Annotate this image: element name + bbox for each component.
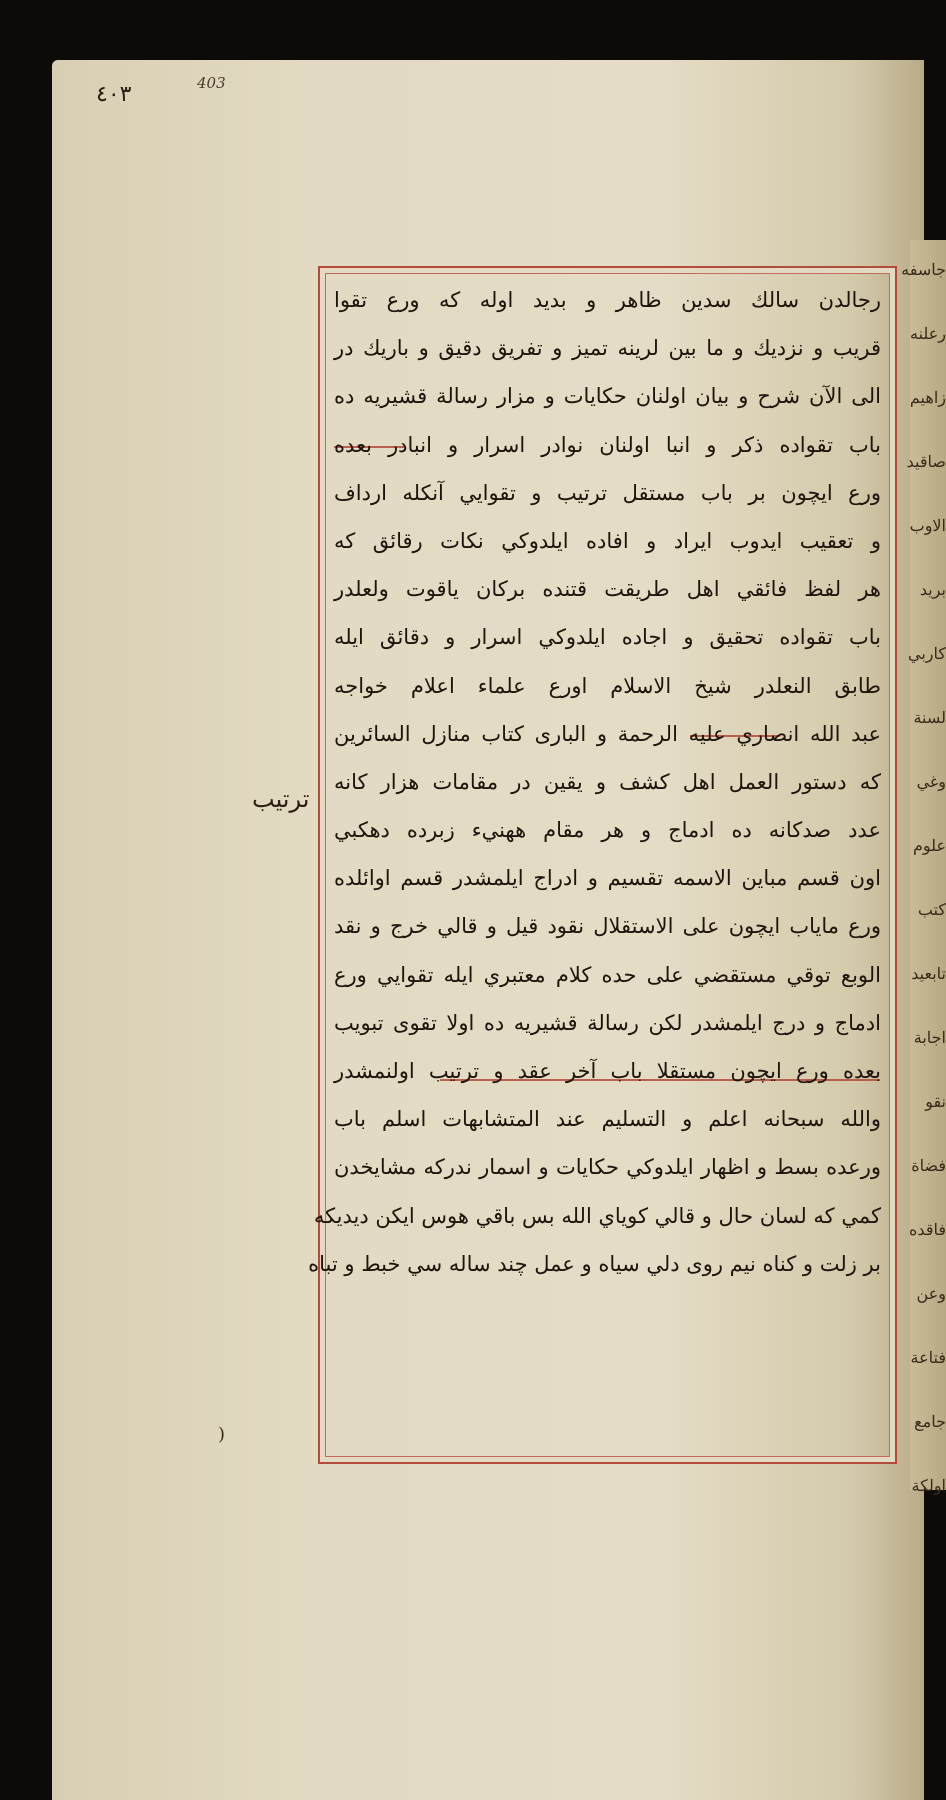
facing-page-fragment: فضاة — [911, 1156, 946, 1175]
facing-page-fragment: صاقيد — [906, 452, 946, 471]
facing-page-fragment: جاسفه — [901, 260, 946, 279]
text-line: اون قسم مباين الاسمه تقسيم و ادراج ايلمشدر قسم اوائلده — [334, 866, 881, 891]
facing-page-fragment: كتب — [917, 900, 946, 919]
text-line: هر لفظ فائقي اهل طريقت قتنده بركان ياقوت ولعلدر — [334, 577, 881, 602]
facing-page-fragment: اولكة — [911, 1476, 946, 1495]
text-line: رجالدن سالك سدين ظاهر و بديد اوله كه ورع تقوا — [334, 288, 882, 312]
text-line: والله سبحانه اعلم و التسليم عند المتشابهات اسلم باب — [334, 1107, 881, 1132]
folio-number: ٤٠٣ — [96, 82, 132, 107]
facing-page-fragment: فاقده — [909, 1220, 946, 1239]
text-line: كه دستور العمل اهل كشف و يقين در مقامات هزار كانه — [334, 769, 881, 794]
facing-page-fragment: كاربي — [907, 644, 946, 663]
text-line: و تعقيب ايدوب ايراد و افاده ايلدوكي نكات رقائق كه — [334, 528, 881, 553]
facing-page-fragment: رعلنه — [910, 324, 946, 343]
text-line: عبد الله انصاري عليه الرحمة و البارى كتاب منازل السائرين — [334, 721, 881, 746]
facing-page-fragment: نقو — [925, 1092, 946, 1111]
facing-page-text — [901, 260, 946, 1540]
facing-page-edge — [901, 240, 946, 1495]
text-line: ورع ماياب ايچون على الاستقلال نقود قيل و قالي خرج و نقد — [334, 914, 881, 939]
facing-page-fragment: فتاعة — [910, 1348, 946, 1367]
text-line: ورع ايچون بر باب مستقل ترتيب و تقوايي آنكله ارداف — [334, 480, 881, 505]
text-line: كمي كه لسان حال و قالي كوياي الله بس باقي هوس ايكن ديديكه — [313, 1203, 881, 1228]
text-block — [308, 276, 885, 1456]
text-line: باب تقواده تحقيق و اجاده ايلدوكي اسرار و دقائق ايله — [334, 625, 881, 650]
margin-note: ترتيب — [252, 785, 310, 813]
facing-page-fragment: تابعيد — [911, 964, 946, 983]
text-line: طابق النعلدر شيخ الاسلام اورع علماء اعلام خواجه — [334, 673, 881, 698]
text-line: ورعده بسط و اظهار ايلدوكي حكايات و اسمار ندركه مشايخدن — [334, 1155, 881, 1180]
facing-page-fragment: زاهيم — [909, 388, 946, 407]
folio-number-pencil: 403 — [197, 74, 226, 92]
text-line: بعده ورع ايچون مستقلا باب آخر عقد و ترتيب اولنمشدر — [334, 1059, 881, 1083]
text-line: بر زلت و كناه نيم روى دلي سياه و عمل چند ساله سي خبط و تباه — [308, 1251, 881, 1276]
facing-page-fragment: وغي — [916, 772, 946, 791]
text-line: عدد صدكانه ده ادماج و هر مقام ههنيء زبرده دهكبي — [334, 818, 881, 843]
facing-page-fragment: لسنة — [913, 708, 946, 727]
text-line: باب تقواده ذكر و انبا اولنان نوادر اسرار و انبادر بعده — [334, 432, 881, 457]
facing-page-fragment: بريد — [919, 580, 946, 599]
text-line: قريب و نزديك و ما بين لرينه تميز و تفريق دقيق و باريك در — [334, 336, 881, 361]
text-line: الوبع توقي مستقضي على حده كلام معتبري ايله تقوايي ورع — [334, 962, 881, 987]
facing-page-fragment: وعن — [916, 1284, 946, 1303]
margin-mark: ) — [218, 1424, 226, 1445]
text-line: الى الآن شرح و بيان اولنان حكايات و مزار رسالة قشيريه ده — [334, 384, 881, 409]
facing-page-fragment: اجابة — [913, 1028, 946, 1047]
text-line: ادماج و درج ايلمشدر لكن رسالة قشيريه ده اولا تقوى تبويب — [334, 1010, 881, 1035]
facing-page-fragment: جامع — [914, 1412, 946, 1431]
facing-page-fragment: علوم — [912, 836, 946, 855]
facing-page-fragment: الاوب — [909, 516, 946, 535]
